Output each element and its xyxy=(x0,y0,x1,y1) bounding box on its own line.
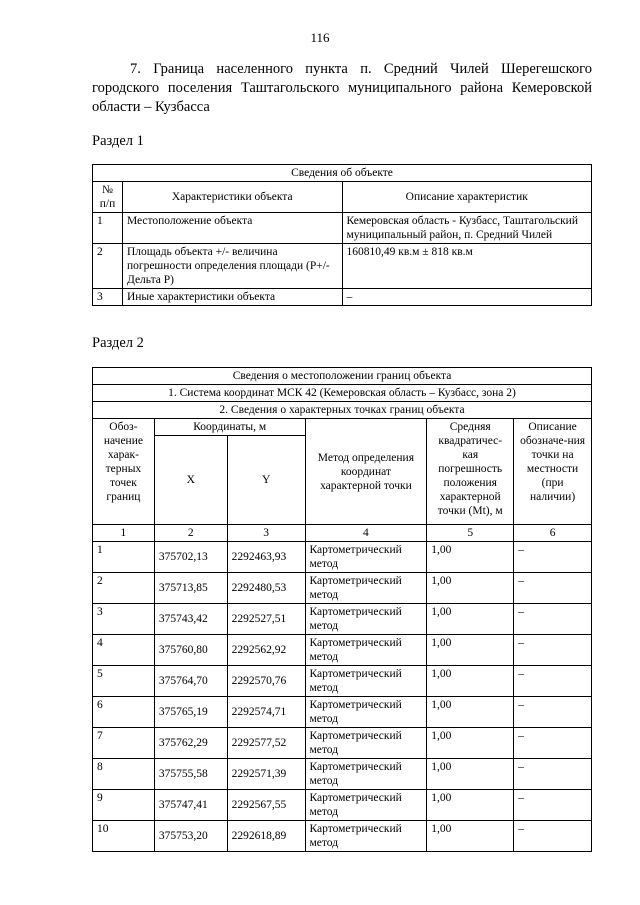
method: Картометрический метод xyxy=(305,666,427,697)
point-description: – xyxy=(514,697,592,728)
coord-x: 375747,41 xyxy=(154,790,227,821)
error-value: 1,00 xyxy=(427,573,514,604)
row-description: – xyxy=(342,289,591,306)
coord-x: 375702,13 xyxy=(154,542,227,573)
coord-x: 375713,85 xyxy=(154,573,227,604)
coord-x: 375760,80 xyxy=(154,635,227,666)
row-characteristic: Местоположение объекта xyxy=(122,213,342,244)
coord-y: 2292480,53 xyxy=(227,573,305,604)
col-desc-header: Описание характеристик xyxy=(342,182,591,213)
section1-label: Раздел 1 xyxy=(92,133,144,149)
error-value: 1,00 xyxy=(427,759,514,790)
method: Картометрический метод xyxy=(305,604,427,635)
coord-y: 2292567,55 xyxy=(227,790,305,821)
table-row xyxy=(93,289,592,306)
error-value: 1,00 xyxy=(427,790,514,821)
method: Картометрический метод xyxy=(305,542,427,573)
col-num-header: № п/п xyxy=(93,182,123,213)
row-characteristic: Площадь объекта +/- величина погрешности определения площади (Р+/- Дельта Р) xyxy=(122,244,342,289)
row-description: 160810,49 кв.м ± 818 кв.м xyxy=(342,244,591,289)
object-info-table xyxy=(92,164,592,306)
error-header: Средняя квадратичес-кая погрешность положения характерной точки (Mt), м xyxy=(427,419,514,525)
column-number: 1 xyxy=(93,525,155,542)
coord-x: 375764,70 xyxy=(154,666,227,697)
point-description: – xyxy=(514,573,592,604)
x-header: X xyxy=(154,436,227,525)
coord-x: 375753,20 xyxy=(154,821,227,852)
coord-x: 375755,58 xyxy=(154,759,227,790)
boundary-title-1: Сведения о местоположении границ объекта xyxy=(93,368,592,385)
row-characteristic: Иные характеристики объекта xyxy=(122,289,342,306)
point-id: 2 xyxy=(93,573,155,604)
column-numbers-row xyxy=(93,525,592,542)
table-row xyxy=(93,728,592,759)
error-value: 1,00 xyxy=(427,821,514,852)
column-number: 5 xyxy=(427,525,514,542)
coord-y: 2292574,71 xyxy=(227,697,305,728)
method-header: Метод определения координат характерной точки xyxy=(305,419,427,525)
point-id: 1 xyxy=(93,542,155,573)
column-number: 2 xyxy=(154,525,227,542)
point-description: – xyxy=(514,728,592,759)
point-id: 10 xyxy=(93,821,155,852)
coord-x: 375743,42 xyxy=(154,604,227,635)
point-id: 4 xyxy=(93,635,155,666)
coord-y: 2292463,93 xyxy=(227,542,305,573)
boundary-points-table xyxy=(92,367,592,852)
row-number: 1 xyxy=(93,213,123,244)
coord-x: 375765,19 xyxy=(154,697,227,728)
table-row xyxy=(93,244,592,289)
table-row xyxy=(93,573,592,604)
point-id: 6 xyxy=(93,697,155,728)
coords-header: Координаты, м xyxy=(154,419,305,436)
boundary-title-3: 2. Сведения о характерных точках границ объекта xyxy=(93,402,592,419)
method: Картометрический метод xyxy=(305,759,427,790)
coord-y: 2292571,39 xyxy=(227,759,305,790)
error-value: 1,00 xyxy=(427,542,514,573)
point-description: – xyxy=(514,666,592,697)
table-row xyxy=(93,542,592,573)
coord-y: 2292562,92 xyxy=(227,635,305,666)
row-description: Кемеровская область - Кузбасс, Таштагольский муниципальный район, п. Средний Чилей xyxy=(342,213,591,244)
coord-y: 2292618,89 xyxy=(227,821,305,852)
point-id: 7 xyxy=(93,728,155,759)
point-description: – xyxy=(514,542,592,573)
point-id: 5 xyxy=(93,666,155,697)
description-header: Описание обозначе-ния точки на местности (при наличии) xyxy=(514,419,592,525)
point-description: – xyxy=(514,759,592,790)
method: Картометрический метод xyxy=(305,821,427,852)
point-id: 3 xyxy=(93,604,155,635)
coord-x: 375762,29 xyxy=(154,728,227,759)
point-id: 9 xyxy=(93,790,155,821)
method: Картометрический метод xyxy=(305,728,427,759)
point-description: – xyxy=(514,821,592,852)
method: Картометрический метод xyxy=(305,573,427,604)
table-row xyxy=(93,666,592,697)
coord-y: 2292577,52 xyxy=(227,728,305,759)
error-value: 1,00 xyxy=(427,635,514,666)
table-row xyxy=(93,759,592,790)
table-row xyxy=(93,821,592,852)
page-number: 116 xyxy=(310,30,330,45)
error-value: 1,00 xyxy=(427,604,514,635)
point-header: Обоз-начение харак-терных точек границ xyxy=(93,419,155,525)
method: Картометрический метод xyxy=(305,697,427,728)
method: Картометрический метод xyxy=(305,635,427,666)
method: Картометрический метод xyxy=(305,790,427,821)
column-number: 3 xyxy=(227,525,305,542)
col-char-header: Характеристики объекта xyxy=(122,182,342,213)
column-number: 4 xyxy=(305,525,427,542)
coord-y: 2292570,76 xyxy=(227,666,305,697)
coord-y: 2292527,51 xyxy=(227,604,305,635)
table-row xyxy=(93,697,592,728)
object-table-title: Сведения об объекте xyxy=(93,165,592,182)
document-heading: 7. Граница населенного пункта п. Средний Чилей Шерегешского городского поселения Таштагольского муниципального района Кемеровской области – Кузбасса xyxy=(92,61,592,115)
row-number: 2 xyxy=(93,244,123,289)
table-row xyxy=(93,635,592,666)
table-row xyxy=(93,790,592,821)
point-description: – xyxy=(514,635,592,666)
point-id: 8 xyxy=(93,759,155,790)
boundary-title-2: 1. Система координат МСК 42 (Кемеровская область – Кузбасс, зона 2) xyxy=(93,385,592,402)
point-description: – xyxy=(514,604,592,635)
row-number: 3 xyxy=(93,289,123,306)
column-number: 6 xyxy=(514,525,592,542)
y-header: Y xyxy=(227,436,305,525)
error-value: 1,00 xyxy=(427,666,514,697)
table-row xyxy=(93,604,592,635)
point-description: – xyxy=(514,790,592,821)
error-value: 1,00 xyxy=(427,728,514,759)
error-value: 1,00 xyxy=(427,697,514,728)
table-row xyxy=(93,213,592,244)
section2-label: Раздел 2 xyxy=(92,335,144,351)
